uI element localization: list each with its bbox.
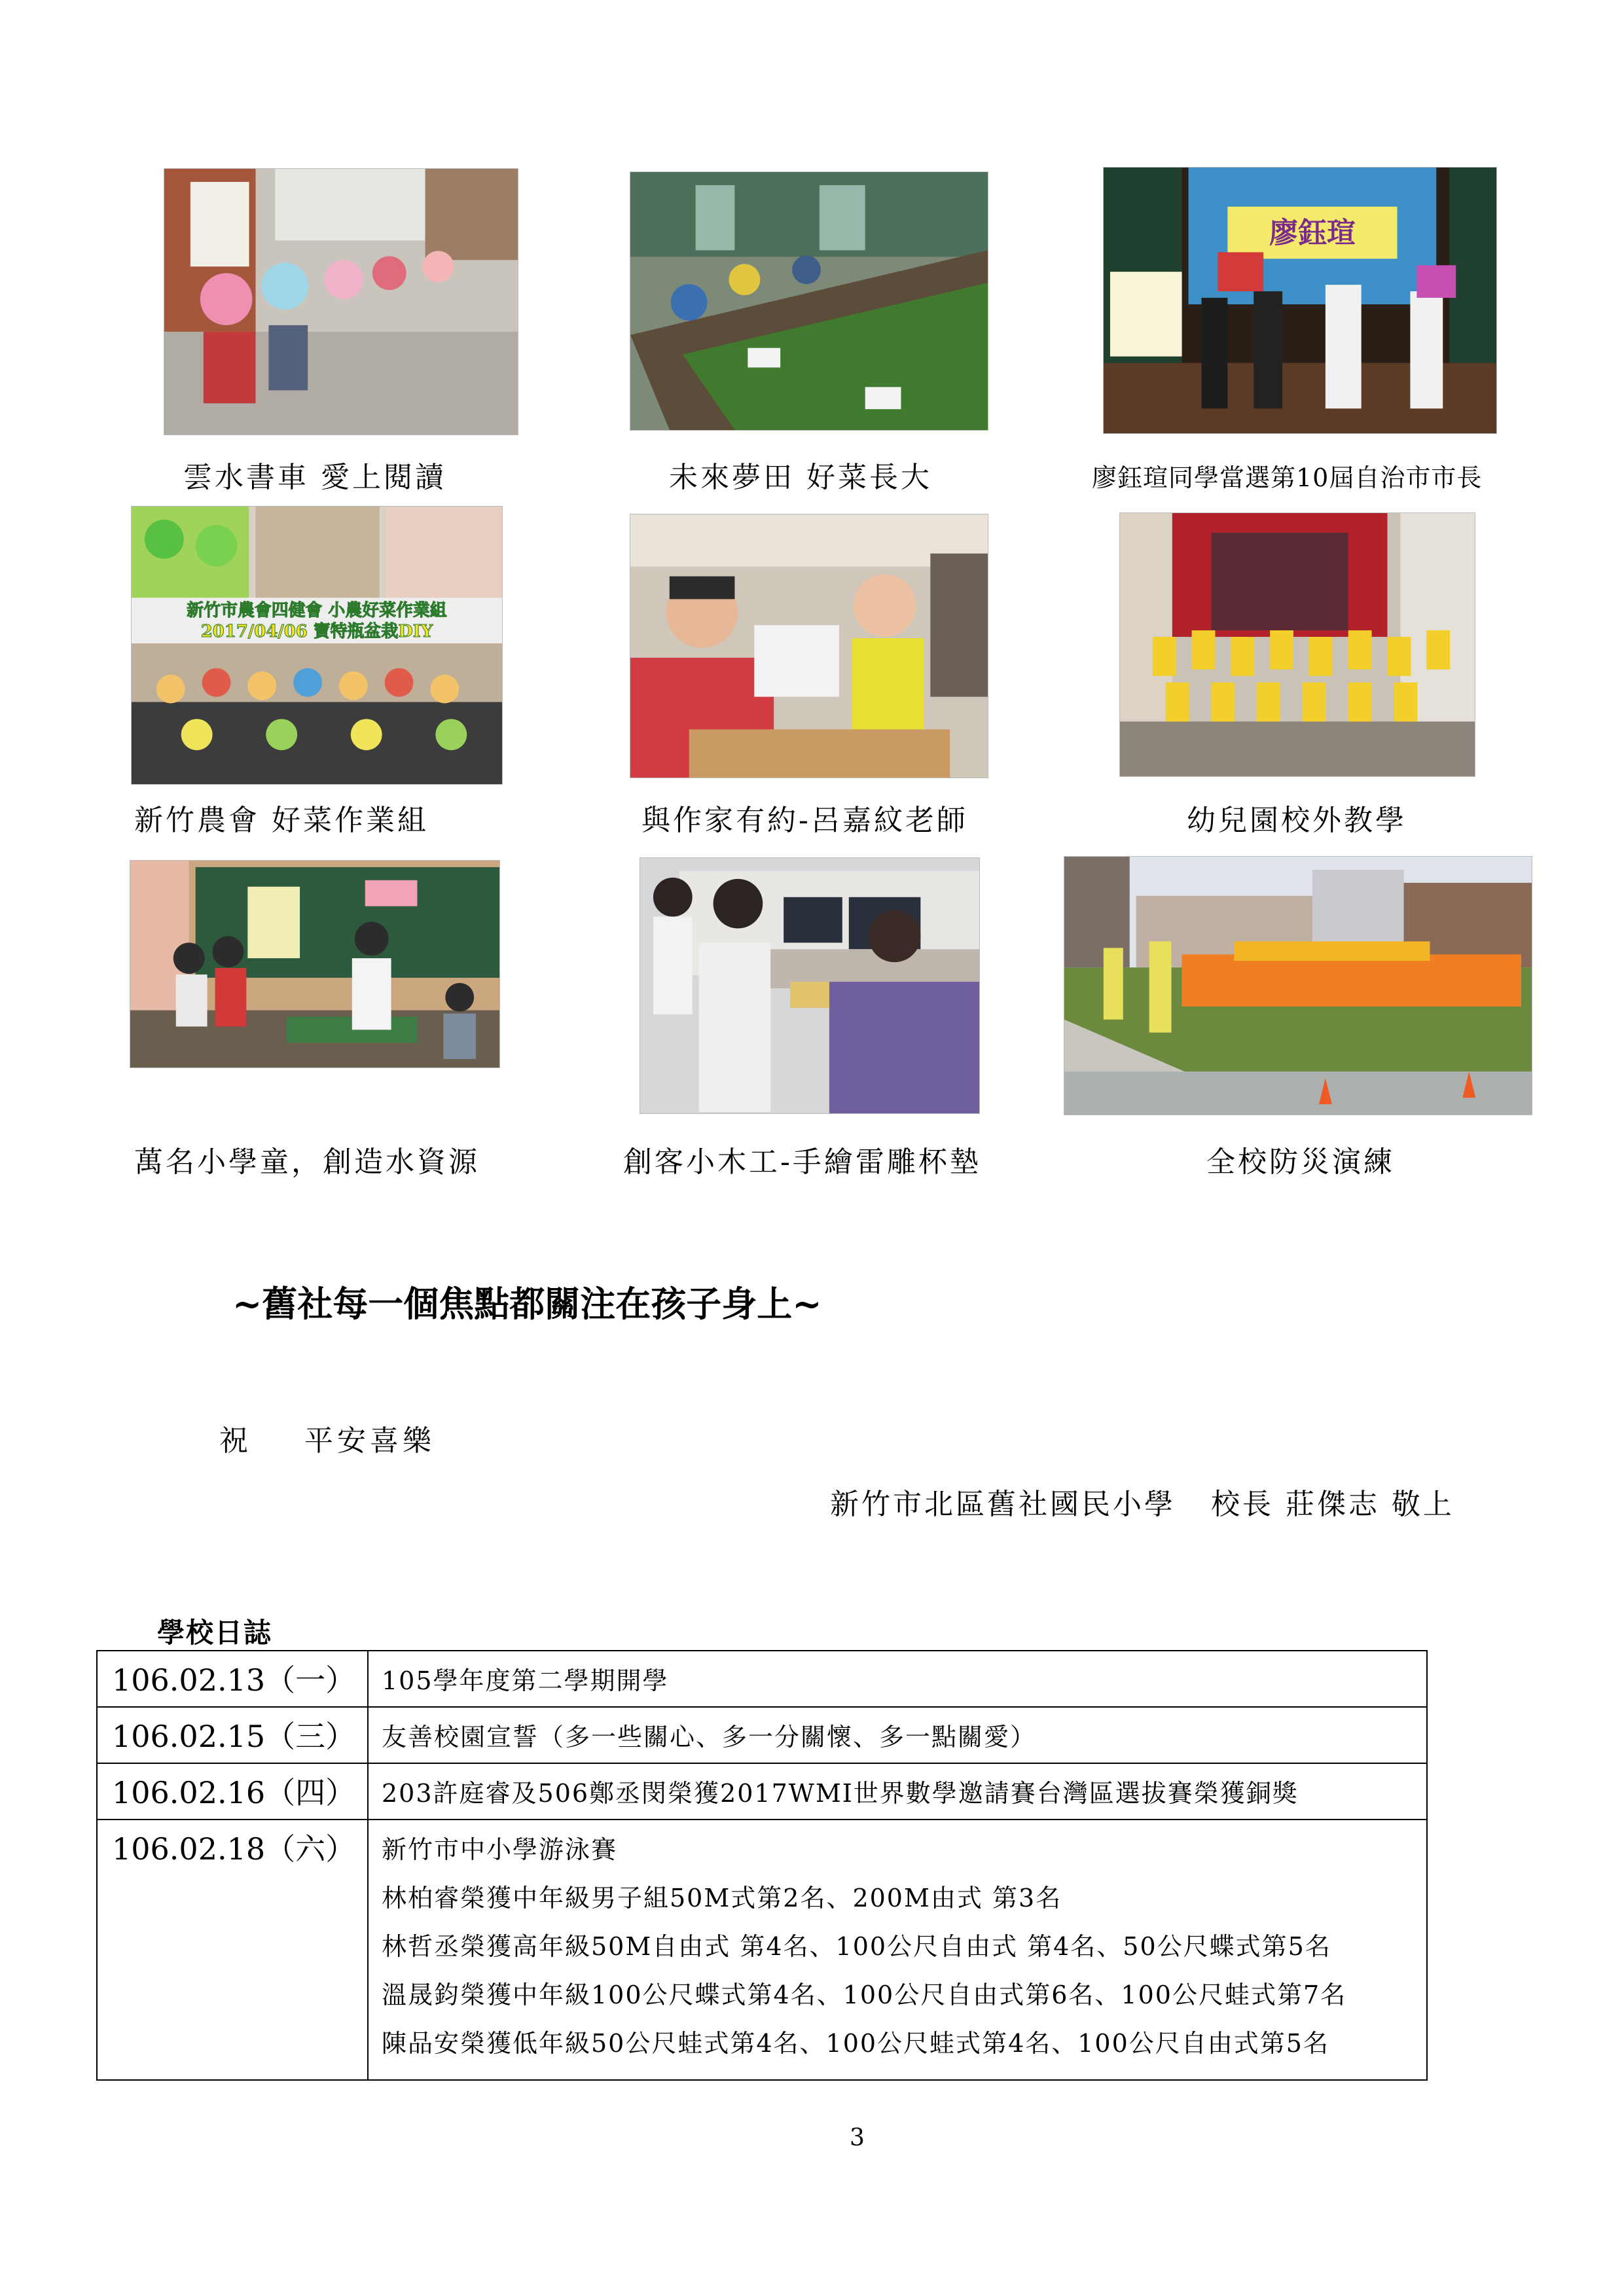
log-event-line: 溫晟鈞榮獲中年級100公尺蝶式第4名、100公尺自由式第6名、100公尺蛙式第7名 bbox=[382, 1981, 1347, 2009]
caption: 新竹農會 好菜作業組 bbox=[134, 804, 429, 837]
photo-kids-reading bbox=[164, 168, 518, 435]
photo-vegetable-garden bbox=[630, 171, 988, 431]
log-event-line: 新竹市中小學游泳賽 bbox=[382, 1835, 618, 1864]
log-event-line: 友善校園宣誓（多一些關心、多一分關懷、多一點關愛） bbox=[382, 1723, 1037, 1751]
log-event-line: 105學年度第二學期開學 bbox=[382, 1666, 669, 1695]
caption: 雲水書車 愛上閱讀 bbox=[183, 461, 446, 494]
log-event bbox=[368, 1651, 1427, 1707]
school-log-table bbox=[96, 1650, 1428, 2081]
signature: 新竹市北區舊社國民小學 校長 莊傑志 敬上 bbox=[830, 1488, 1454, 1521]
photo-classroom-water bbox=[130, 860, 500, 1068]
caption: 萬名小學童，創造水資源 bbox=[134, 1145, 480, 1179]
log-date: 106.02.16（四） bbox=[97, 1763, 368, 1820]
caption: 未來夢田 好菜長大 bbox=[669, 461, 932, 494]
table-row bbox=[97, 1651, 1427, 1707]
caption: 廖鈺瑄同學當選第10屆自治市市長 bbox=[1092, 463, 1483, 492]
log-event-line: 陳品安榮獲低年級50公尺蛙式第4名、100公尺蛙式第4名、100公尺自由式第5名 bbox=[382, 2029, 1329, 2058]
photo-kindergarten-trip bbox=[1119, 512, 1475, 777]
photo-author-visit bbox=[630, 514, 988, 778]
photo-farm-group bbox=[131, 506, 503, 785]
table-row bbox=[97, 1707, 1427, 1763]
log-date: 106.02.18（六） bbox=[97, 1820, 368, 2080]
log-event-line: 林柏睿榮獲中年級男子組50M式第2名、200M由式 第3名 bbox=[382, 1884, 1062, 1912]
caption: 全校防災演練 bbox=[1206, 1145, 1395, 1179]
page-number: 3 bbox=[850, 2125, 865, 2151]
farm-banner-line1: 新竹市農會四健會 小農好菜作業組 bbox=[187, 601, 447, 621]
log-date: 106.02.15（三） bbox=[97, 1707, 368, 1763]
caption: 與作家有約-呂嘉紋老師 bbox=[641, 804, 968, 837]
table-row bbox=[97, 1820, 1427, 2080]
table-row bbox=[97, 1763, 1427, 1820]
log-event-line: 林哲丞榮獲高年級50M自由式 第4名、100公尺自由式 第4名、50公尺蝶式第5名 bbox=[382, 1932, 1331, 1961]
photo-maker-workshop bbox=[640, 857, 980, 1114]
slogan: ~舊社每一個焦點都關注在孩子身上~ bbox=[232, 1283, 822, 1325]
photo-stage-election bbox=[1103, 167, 1497, 434]
photo-disaster-drill bbox=[1064, 856, 1532, 1115]
caption: 創客小木工-手繪雷雕杯墊 bbox=[623, 1145, 981, 1179]
log-event bbox=[368, 1763, 1427, 1820]
election-banner-text: 廖鈺瑄 bbox=[1269, 216, 1356, 250]
farm-banner-line2: 2017/04/06 寶特瓶盆栽DIY bbox=[200, 622, 433, 642]
caption: 幼兒園校外教學 bbox=[1187, 804, 1407, 837]
log-event-line: 203許庭睿及506鄭丞閔榮獲2017WMI世界數學邀請賽台灣區選拔賽榮獲銅獎 bbox=[382, 1779, 1299, 1808]
log-title: 學校日誌 bbox=[157, 1617, 273, 1649]
log-event bbox=[368, 1707, 1427, 1763]
closing-wish: 祝 平安喜樂 bbox=[219, 1424, 435, 1458]
log-date: 106.02.13（一） bbox=[97, 1651, 368, 1707]
log-event bbox=[368, 1820, 1427, 2080]
